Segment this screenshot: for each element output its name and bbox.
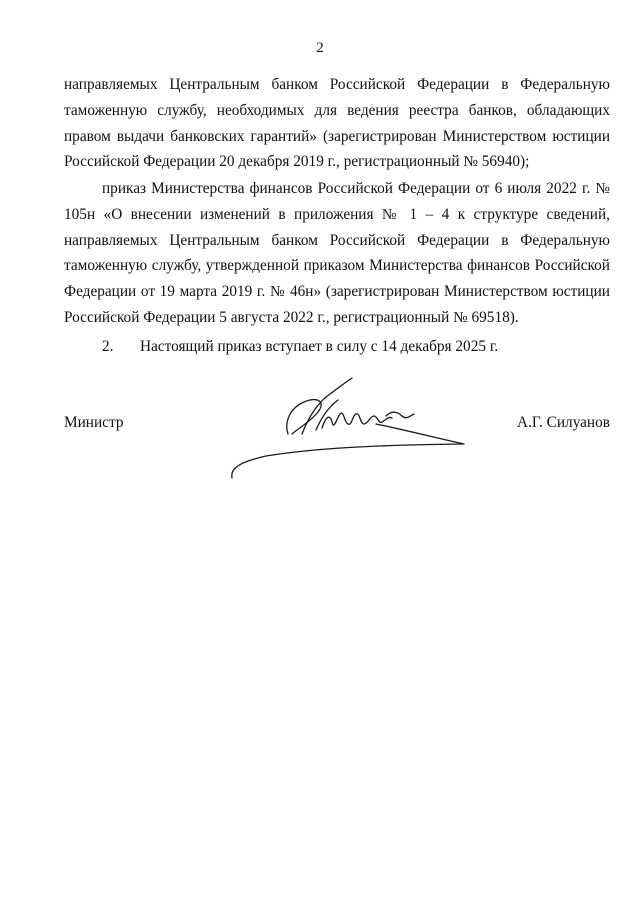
page-number: 2 bbox=[316, 40, 324, 56]
paragraph-continuation: направляемых Центральным банком Российской Федерации в Федеральную таможенную службу, необходимых для ведения реестра банков, обладающих правом выдачи банковских гарантий» (зарегистрирован Министерством юстиции Российской Федерации 20 декабря 2019 г., регистрационный № 56940); bbox=[64, 76, 610, 171]
paragraph-item-2 bbox=[102, 334, 602, 360]
minister-name: А.Г. Силуанов bbox=[517, 414, 610, 431]
item-number: 2. bbox=[102, 338, 114, 355]
item-text: Настоящий приказ вступает в силу с 14 декабря 2025 г. bbox=[140, 338, 499, 355]
paragraph-order-item: приказ Министерства финансов Российской Федерации от 6 июля 2022 г. № 105н «О внесении изменений в приложения № 1 – 4 к структуре сведений, направляемых Центральным банком Российской Федерации в Федеральную таможенную службу, утвержденной приказом Министерства финансов Российской Федерации от 19 марта 2019 г. № 46н» (зарегистрирован Министерством юстиции Российской Федерации 5 августа 2022 г., регистрационный № 69518). bbox=[64, 180, 610, 326]
minister-label: Министр bbox=[64, 414, 124, 431]
handwritten-signature bbox=[226, 372, 476, 484]
